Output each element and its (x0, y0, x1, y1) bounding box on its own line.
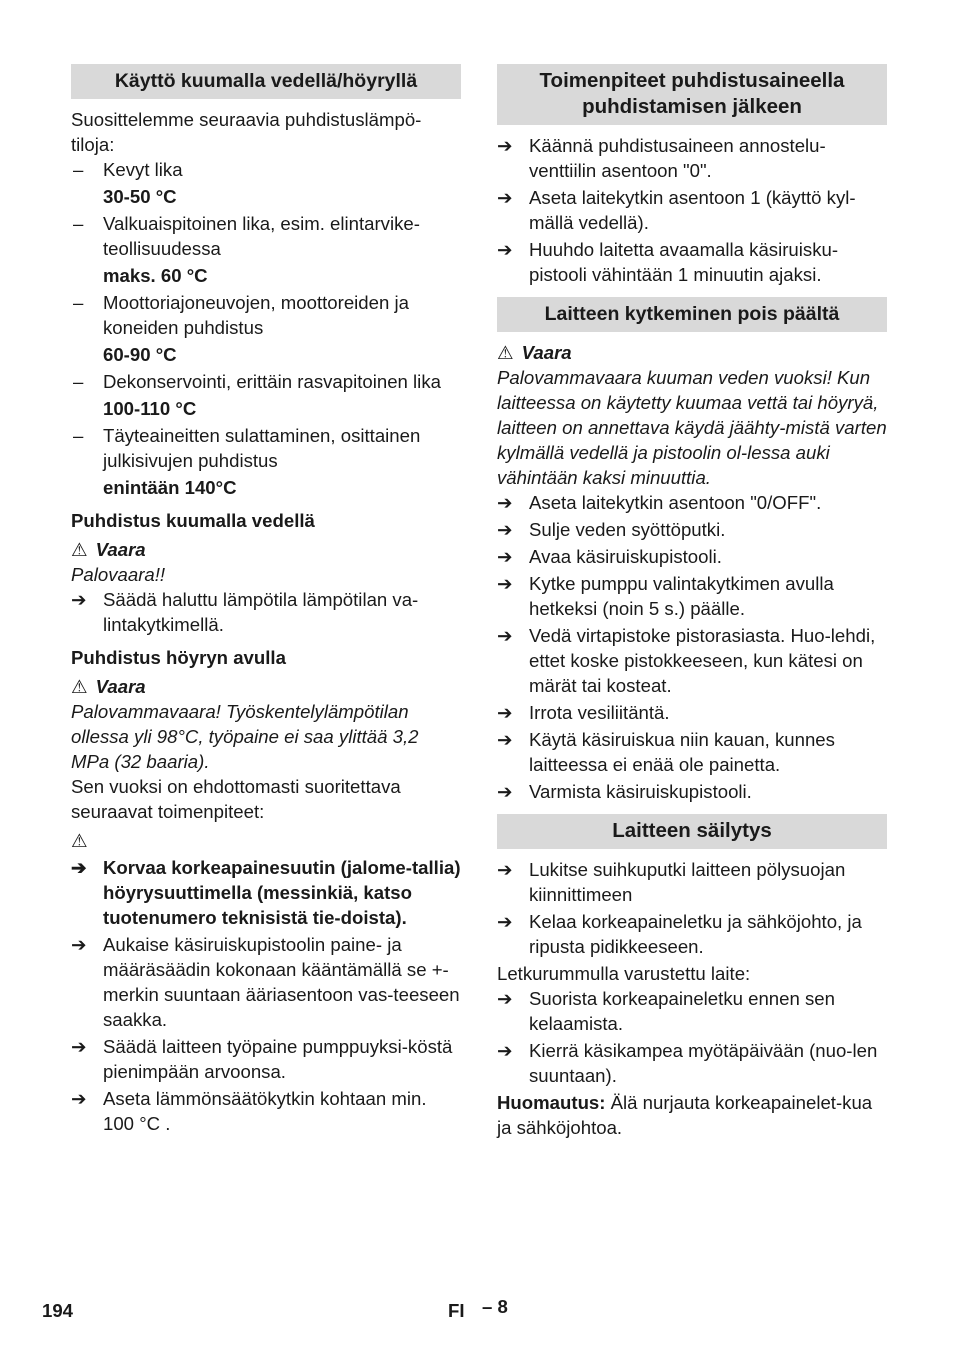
warning-text: Palovaara!! (71, 564, 166, 585)
warning-triangle-icon: ⚠ (497, 342, 514, 363)
step-item (497, 544, 887, 569)
step-item (497, 1038, 887, 1088)
warning-label-text: Vaara (521, 342, 572, 363)
left-column (71, 64, 461, 1138)
step-text: Aseta laitekytkin asentoon 1 (käyttö kyl-mällä vedellä). (529, 187, 856, 233)
step-text: Irrota vesiliitäntä. (529, 702, 670, 723)
step-item (497, 133, 887, 183)
step-text: Vedä virtapistoke pistorasiasta. Huo-lehdi, ettet koske pistokkeeseen, kun kätesi on märät tai kosteat. (529, 625, 876, 696)
step-item (497, 700, 887, 725)
temp-value: maks. 60 °C (103, 265, 208, 286)
temp-item (71, 157, 461, 182)
step-item (71, 932, 461, 1032)
step-text: Käännä puhdistusaineen annostelu-venttiilin asentoon "0". (529, 135, 826, 181)
dash-bullet: – (73, 371, 84, 392)
arrow-right-icon: ➔ (71, 1036, 87, 1057)
warning-label (71, 674, 461, 699)
dash-bullet: – (73, 292, 84, 313)
step-item (497, 623, 887, 698)
step-item (71, 855, 461, 930)
intro-text: Suosittelemme seuraavia puhdistuslämpö-tiloja: (71, 109, 422, 155)
step-item (497, 986, 887, 1036)
step-item (497, 909, 887, 959)
temp-label: Valkuaispitoinen lika, esim. elintarvike-teollisuudessa (103, 213, 420, 259)
step-text: Aseta laitekytkin asentoon "0/OFF". (529, 492, 822, 513)
section-heading-after-detergent: Toimenpiteet puhdistusaineella puhdistamisen jälkeen (497, 64, 887, 125)
arrow-right-icon: ➔ (497, 492, 513, 513)
section-page-number: – 8 (482, 1296, 508, 1317)
note-text: Älä nurjauta korkeapainelet-kua ja sähköjohtoa. (497, 1092, 873, 1138)
subheading-steam: Puhdistus höyryn avulla (71, 647, 286, 668)
warning-text: Palovammavaara kuuman veden vuoksi! Kun laitteessa on käytetty kuumaa vettä tai höyryä, laitteen on annettava käydä jäähty-mistä varten kylmällä vedellä ja pistoolin ol-lessa auki vähintään kaksi minuuttia. (497, 367, 887, 488)
warning-label-text: Vaara (95, 539, 146, 560)
step-item (497, 185, 887, 235)
arrow-right-icon: ➔ (497, 859, 513, 880)
section-heading-storage: Laitteen säilytys (497, 814, 887, 849)
step-text: Aseta lämmönsäätökytkin kohtaan min. 100 °C . (103, 1088, 427, 1134)
step-text: Suorista korkeapaineletku ennen sen kelaamista. (529, 988, 835, 1034)
temp-label: Täyteaineitten sulattaminen, osittainen julkisivujen puhdistus (103, 425, 421, 471)
arrow-right-icon: ➔ (497, 781, 513, 802)
dash-bullet: – (73, 213, 84, 234)
arrow-right-icon: ➔ (497, 625, 513, 646)
arrow-right-icon: ➔ (497, 135, 513, 156)
warning-label (71, 537, 461, 562)
step-item (497, 857, 887, 907)
warning-label (497, 340, 887, 365)
step-text: Varmista käsiruiskupistooli. (529, 781, 752, 802)
step-text: Säädä laitteen työpaine pumppuyksi-köstä pienimpään arvoonsa. (103, 1036, 453, 1082)
language-code: FI (448, 1300, 465, 1321)
temp-label: Moottoriajoneuvojen, moottoreiden ja koneiden puhdistus (103, 292, 409, 338)
step-text: Kierrä käsikampea myötäpäivään (nuo-len suuntaan). (529, 1040, 878, 1086)
temp-value: 100-110 °C (103, 398, 197, 419)
step-text: Kytke pumppu valintakytkimen avulla hetkeksi (noin 5 s.) päälle. (529, 573, 834, 619)
steam-note: Sen vuoksi on ehdottomasti suoritettava seuraavat toimenpiteet: (71, 776, 401, 822)
step-item (497, 490, 887, 515)
arrow-right-icon: ➔ (497, 729, 513, 750)
note-paragraph (497, 1090, 887, 1140)
step-text: Lukitse suihkuputki laitteen pölysuojan kiinnittimeen (529, 859, 846, 905)
arrow-right-icon: ➔ (497, 573, 513, 594)
right-column (497, 64, 887, 1140)
temp-item (71, 290, 461, 340)
step-text: Kelaa korkeapaineletku ja sähköjohto, ja ripusta pidikkeeseen. (529, 911, 862, 957)
temp-value: 60-90 °C (103, 344, 177, 365)
temp-item (71, 369, 461, 394)
arrow-right-icon: ➔ (497, 187, 513, 208)
step-item (497, 779, 887, 804)
arrow-right-icon: ➔ (71, 1088, 87, 1109)
warning-triangle-icon: ⚠ (71, 539, 88, 560)
arrow-right-icon: ➔ (497, 519, 513, 540)
dash-bullet: – (73, 425, 84, 446)
warning-text: Palovammavaara! Työskentelylämpötilan ollessa yli 98°C, työpaine ei saa ylittää 3,2 MPa (32 baaria). (71, 701, 419, 772)
page-number: 194 (42, 1300, 74, 1321)
step-text: Korvaa korkeapainesuutin (jalome-tallia) höyrysuuttimella (messinkiä, katso tuotenumero teknisistä tie-doista). (103, 857, 461, 928)
warning-triangle-icon: ⚠ (71, 676, 88, 697)
step-item (497, 571, 887, 621)
arrow-right-icon: ➔ (497, 546, 513, 567)
reel-note: Letkurummulla varustettu laite: (497, 963, 751, 984)
step-text: Avaa käsiruiskupistooli. (529, 546, 722, 567)
step-item (497, 237, 887, 287)
arrow-right-icon: ➔ (71, 934, 87, 955)
temp-label: Kevyt lika (103, 159, 183, 180)
step-text: Sulje veden syöttöputki. (529, 519, 726, 540)
step-item (497, 727, 887, 777)
arrow-right-icon: ➔ (497, 911, 513, 932)
section-heading-hot-water-steam: Käyttö kuumalla vedellä/höyryllä (71, 64, 461, 99)
subheading-hot-water: Puhdistus kuumalla vedellä (71, 510, 315, 531)
section-heading-shutdown: Laitteen kytkeminen pois päältä (497, 297, 887, 332)
step-item (71, 587, 461, 637)
step-item (71, 1086, 461, 1136)
arrow-right-icon: ➔ (497, 702, 513, 723)
step-text: Säädä haluttu lämpötila lämpötilan va-lintakytkimellä. (103, 589, 419, 635)
step-item (71, 1034, 461, 1084)
step-text: Huuhdo laitetta avaamalla käsiruisku-pistooli vähintään 1 minuutin ajaksi. (529, 239, 839, 285)
temp-label: Dekonservointi, erittäin rasvapitoinen lika (103, 371, 441, 392)
temp-value: 30-50 °C (103, 186, 177, 207)
note-label: Huomautus: (497, 1092, 606, 1113)
step-item (497, 517, 887, 542)
dash-bullet: – (73, 159, 84, 180)
temp-value: enintään 140°C (103, 477, 237, 498)
arrow-right-icon: ➔ (71, 589, 87, 610)
temp-item (71, 211, 461, 261)
warning-label-text: Vaara (95, 676, 146, 697)
arrow-right-icon: ➔ (71, 857, 87, 878)
temp-item (71, 423, 461, 473)
step-text: Käytä käsiruiskua niin kauan, kunnes laitteessa ei enää ole painetta. (529, 729, 835, 775)
arrow-right-icon: ➔ (497, 988, 513, 1009)
warning-triangle-icon: ⚠ (71, 830, 88, 851)
arrow-right-icon: ➔ (497, 239, 513, 260)
arrow-right-icon: ➔ (497, 1040, 513, 1061)
step-text: Aukaise käsiruiskupistoolin paine- ja määräsäädin kokonaan kääntämällä se +-merkin suuntaan ääriasentoon vas-teeseen saakka. (103, 934, 460, 1030)
